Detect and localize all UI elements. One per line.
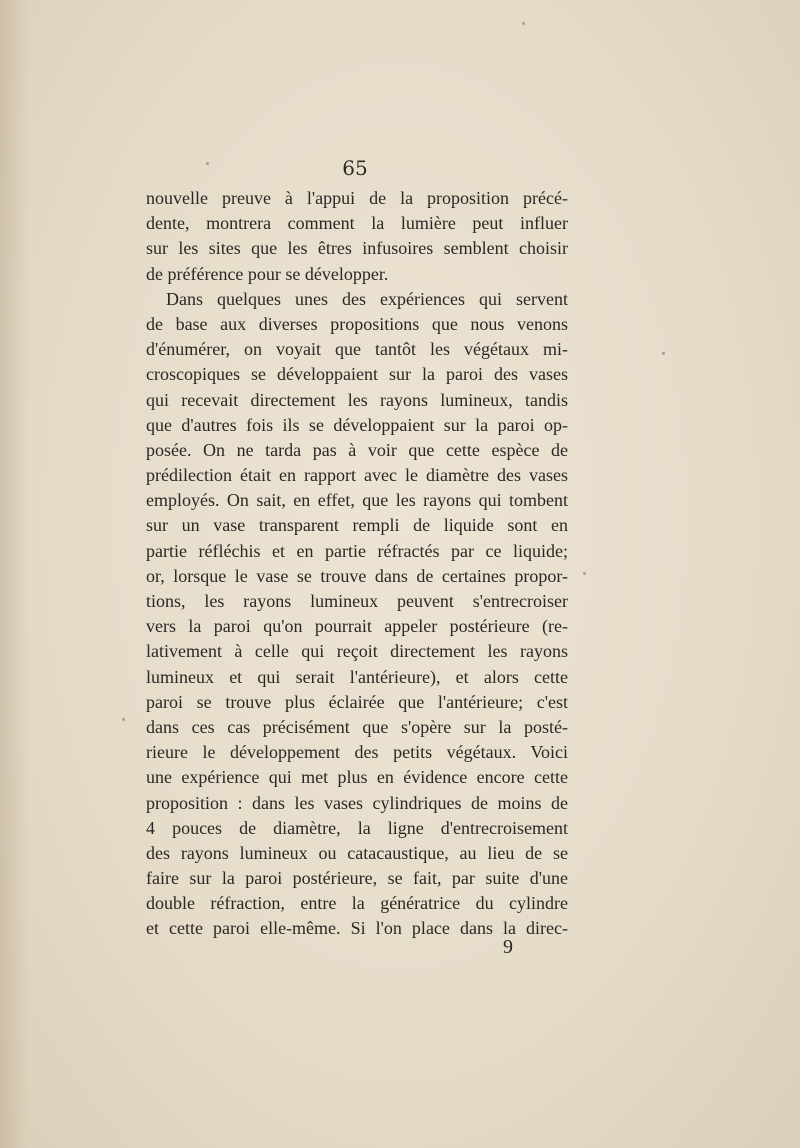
- body-text: [146, 186, 568, 942]
- text-line: lativement à celle qui reçoit directement les rayons: [146, 641, 568, 662]
- text-line: or, lorsque le vase se trouve dans de certaines propor-: [146, 565, 568, 586]
- text-line: faire sur la paroi postérieure, se fait, par suite d'une: [146, 868, 568, 889]
- page-number: 65: [342, 156, 368, 180]
- text-line: sur un vase transparent rempli de liquide sont en: [146, 515, 568, 536]
- text-line: une expérience qui met plus en évidence encore cette: [146, 767, 568, 788]
- paper-speck: [662, 352, 665, 355]
- text-line: de préférence pour se développer.: [146, 263, 389, 284]
- signature-mark: 9: [503, 936, 513, 958]
- text-line: prédilection était en rapport avec le diamètre des vases: [146, 465, 568, 486]
- text-line: de base aux diverses propositions que nous venons: [146, 313, 568, 334]
- text-line: partie réfléchis et en partie réfractés par ce liquide;: [146, 540, 568, 561]
- text-line: sur les sites que les êtres infusoires semblent choisir: [146, 238, 568, 259]
- paper-speck: [206, 162, 209, 165]
- paper-speck: [583, 572, 586, 575]
- text-line: employés. On sait, en effet, que les rayons qui tombent: [146, 490, 568, 511]
- text-line: posée. On ne tarda pas à voir que cette espèce de: [146, 439, 568, 460]
- text-line: croscopiques se développaient sur la paroi des vases: [146, 364, 568, 385]
- text-line: des rayons lumineux ou catacaustique, au lieu de se: [146, 842, 568, 863]
- paper-speck: [522, 22, 525, 25]
- text-line: nouvelle preuve à l'appui de la proposition précé-: [146, 188, 568, 208]
- text-line: rieure le développement des petits végétaux. Voici: [146, 742, 568, 763]
- text-line: dente, montrera comment la lumière peut influer: [146, 213, 568, 234]
- text-line: dans ces cas précisément que s'opère sur la posté-: [146, 716, 568, 737]
- text-line: qui recevait directement les rayons lumineux, tandis: [146, 389, 568, 410]
- text-line: d'énumérer, on voyait que tantôt les végétaux mi-: [146, 339, 568, 360]
- text-line: et cette paroi elle-même. Si l'on place dans la direc-: [146, 918, 568, 939]
- paper-speck: [122, 718, 125, 721]
- text-line: Dans quelques unes des expériences qui servent: [166, 288, 568, 309]
- text-line: 4 pouces de diamètre, la ligne d'entrecroisement: [146, 817, 568, 838]
- text-line: que d'autres fois ils se développaient sur la paroi op-: [146, 414, 568, 435]
- text-line: tions, les rayons lumineux peuvent s'entrecroiser: [146, 591, 568, 611]
- text-line: double réfraction, entre la génératrice du cylindre: [146, 893, 568, 914]
- text-line: lumineux et qui serait l'antérieure), et alors cette: [146, 666, 568, 687]
- text-line: proposition : dans les vases cylindriques de moins de: [146, 792, 568, 813]
- text-line: vers la paroi qu'on pourrait appeler postérieure (re-: [146, 616, 568, 637]
- text-line: paroi se trouve plus éclairée que l'antérieure; c'est: [146, 691, 568, 712]
